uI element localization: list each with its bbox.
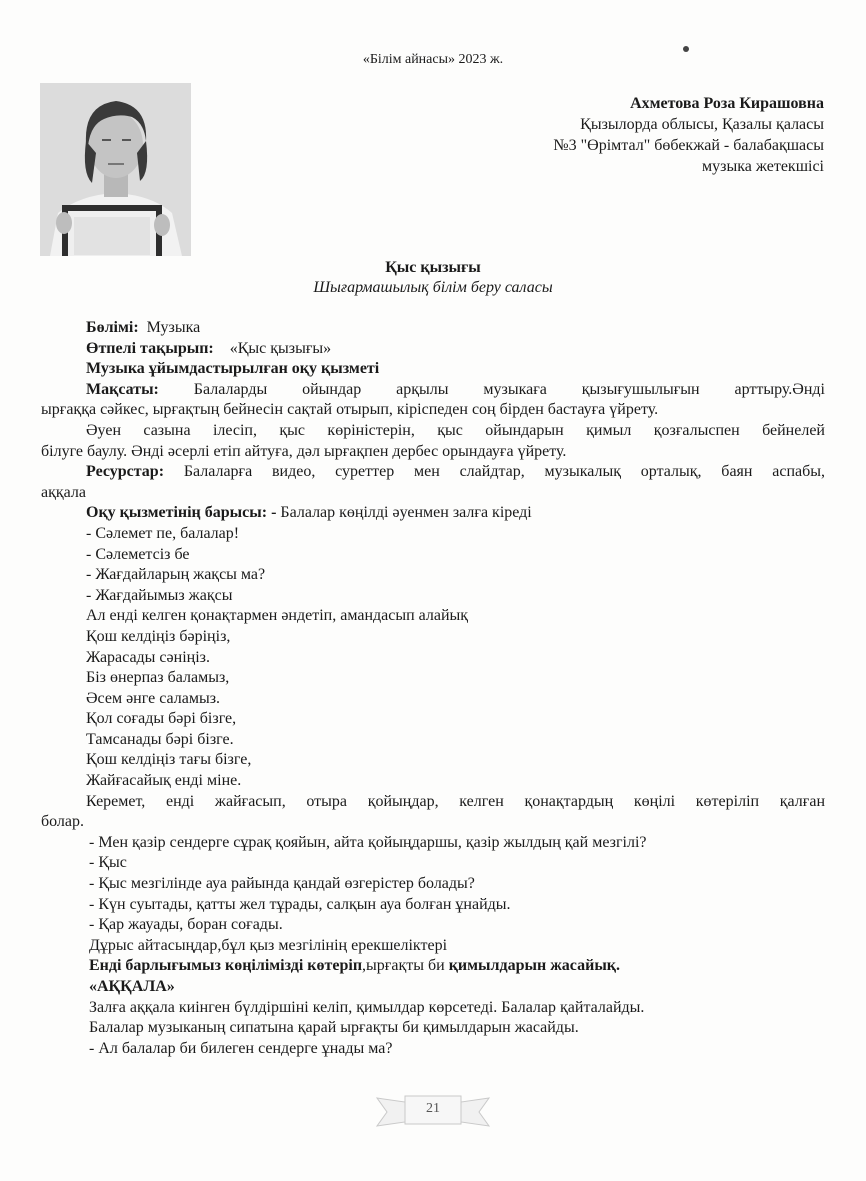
dialog-line: - Қар жауады, боран соғады.: [89, 916, 283, 934]
author-region: Қызылорда облысы, Қазалы қаласы: [580, 116, 824, 133]
goal-line-1: Мақсаты: Балаларды ойындар арқылы музыкаға қызығушылығын арттыру.Әнді: [86, 380, 826, 398]
dialog-line: Ал енді келген қонақтармен әндетіп, амандасып алайық: [86, 607, 469, 625]
resources-line-1: Ресурстар: Балаларға видео, суреттер мен слайдтар, музыкалық орталық, баян аспабы,: [86, 463, 825, 481]
page-number: 21: [426, 1101, 440, 1116]
song-line: Тамсанады бәрі бізге.: [86, 730, 234, 748]
author-position: музыка жетекшісі: [702, 158, 824, 175]
dialog-line: - Қыс мезгілінде ауа райында қандай өзгерістер болады?: [89, 875, 475, 893]
dialog-line: - Сәлемет пе, балалар!: [86, 524, 240, 542]
dialog-line: - Сәлеметсіз бе: [86, 545, 190, 563]
title-block: [0, 258, 866, 298]
paragraph-line-2: болар.: [41, 813, 85, 831]
topic-line: [41, 339, 825, 360]
section-label: Бөлімі:: [86, 319, 139, 336]
dialog-line: - Жағдайымыз жақсы: [86, 586, 233, 604]
author-kindergarten: №3 "Өрімтал" бөбекжай - балабақшасы: [553, 137, 824, 154]
dialog-line: Дұрыс айтасыңдар,бұл қыз мезгілінің ерекшеліктері: [89, 936, 448, 954]
progress-line: Оқу қызметінің барысы: - Балалар көңілді әуенмен залға кіреді: [86, 504, 532, 522]
dialog-line: - Қыс: [89, 854, 127, 872]
goal-line-2: ырғаққа сәйкес, ырғақтың бейнесін сақтай отырып, кіріспеден соң бірден бастауға үйрету.: [41, 401, 659, 419]
page-number-badge: [375, 1092, 491, 1128]
section-value: Музыка: [146, 319, 201, 336]
dialog-line: - Мен қазір сендерге сұрақ қояйын, айта қойыңдаршы, қазір жылдың қай мезгілі?: [89, 833, 647, 851]
ending-line: Балалар музыканың сипатына қарай ырғақты би қимылдарын жасайды.: [89, 1019, 579, 1037]
lesson-title: Қыс қызығы: [385, 259, 481, 276]
document-body: [41, 318, 825, 1059]
dance-line: Енді барлығымыз көңілімізді көтеріп,ырғақты би қимылдарын жасайық.: [89, 957, 621, 975]
author-name: Ахметова Роза Кирашовна: [630, 95, 824, 112]
resources-label: Ресурстар:: [86, 463, 165, 481]
journal-header: «Білім айнасы» 2023 ж.: [362, 52, 504, 67]
resources-line-2: аққала: [41, 483, 86, 501]
song-line: Жайғасайық енді міне.: [86, 772, 242, 790]
ending-line: Залға аққала киінген бүлдіршіні келіп, қимылдар көрсетеді. Балалар қайталайды.: [89, 998, 645, 1016]
section-line: [41, 318, 825, 339]
ending-line: - Ал балалар би билеген сендерге ұнады ма?: [89, 1039, 393, 1057]
akkala-heading: «АҚҚАЛА»: [89, 978, 175, 995]
activity-heading: Музыка ұйымдастырылған оқу қызметі: [86, 360, 380, 378]
goal-label: Мақсаты:: [86, 380, 159, 398]
song-line: Жарасады сәніңіз.: [86, 648, 210, 666]
song-line: Қол соғады бәрі бізге,: [86, 710, 237, 728]
topic-label: Өтпелі тақырып:: [86, 339, 214, 357]
song-line: Қош келдіңіз тағы бізге,: [86, 751, 252, 769]
song-line: Қош келдіңіз бәріңіз,: [86, 627, 231, 645]
dialog-line: - Жағдайларың жақсы ма?: [86, 566, 266, 584]
topic-value: «Қыс қызығы»: [229, 339, 332, 357]
author-info: [553, 93, 824, 177]
author-photo: [40, 83, 191, 256]
paragraph-line-1: Керемет, енді жайғасып, отыра қойыңдар, келген қонақтардың көңілі көтеріліп қалған: [86, 792, 825, 810]
lesson-subtitle: Шығармашылық білім беру саласы: [313, 279, 553, 296]
dialog-line: - Күн суытады, қатты жел тұрады, салқын ауа болған ұнайды.: [89, 895, 511, 913]
goal-line-4: білуге баулу. Әнді әсерлі етіп айтуға, дәл ырғақпен дербес орындауға үйрету.: [41, 442, 567, 460]
song-line: Әсем әнге саламыз.: [86, 689, 221, 707]
portrait-image: [40, 83, 191, 256]
goal-line-3: Әуен сазына ілесіп, қыс көріністерін, қыс ойындарын қимыл қозғалыспен бейнелей: [86, 421, 825, 439]
song-line: Біз өнерпаз баламыз,: [86, 669, 230, 687]
progress-label: Оқу қызметінің барысы: -: [86, 504, 277, 522]
